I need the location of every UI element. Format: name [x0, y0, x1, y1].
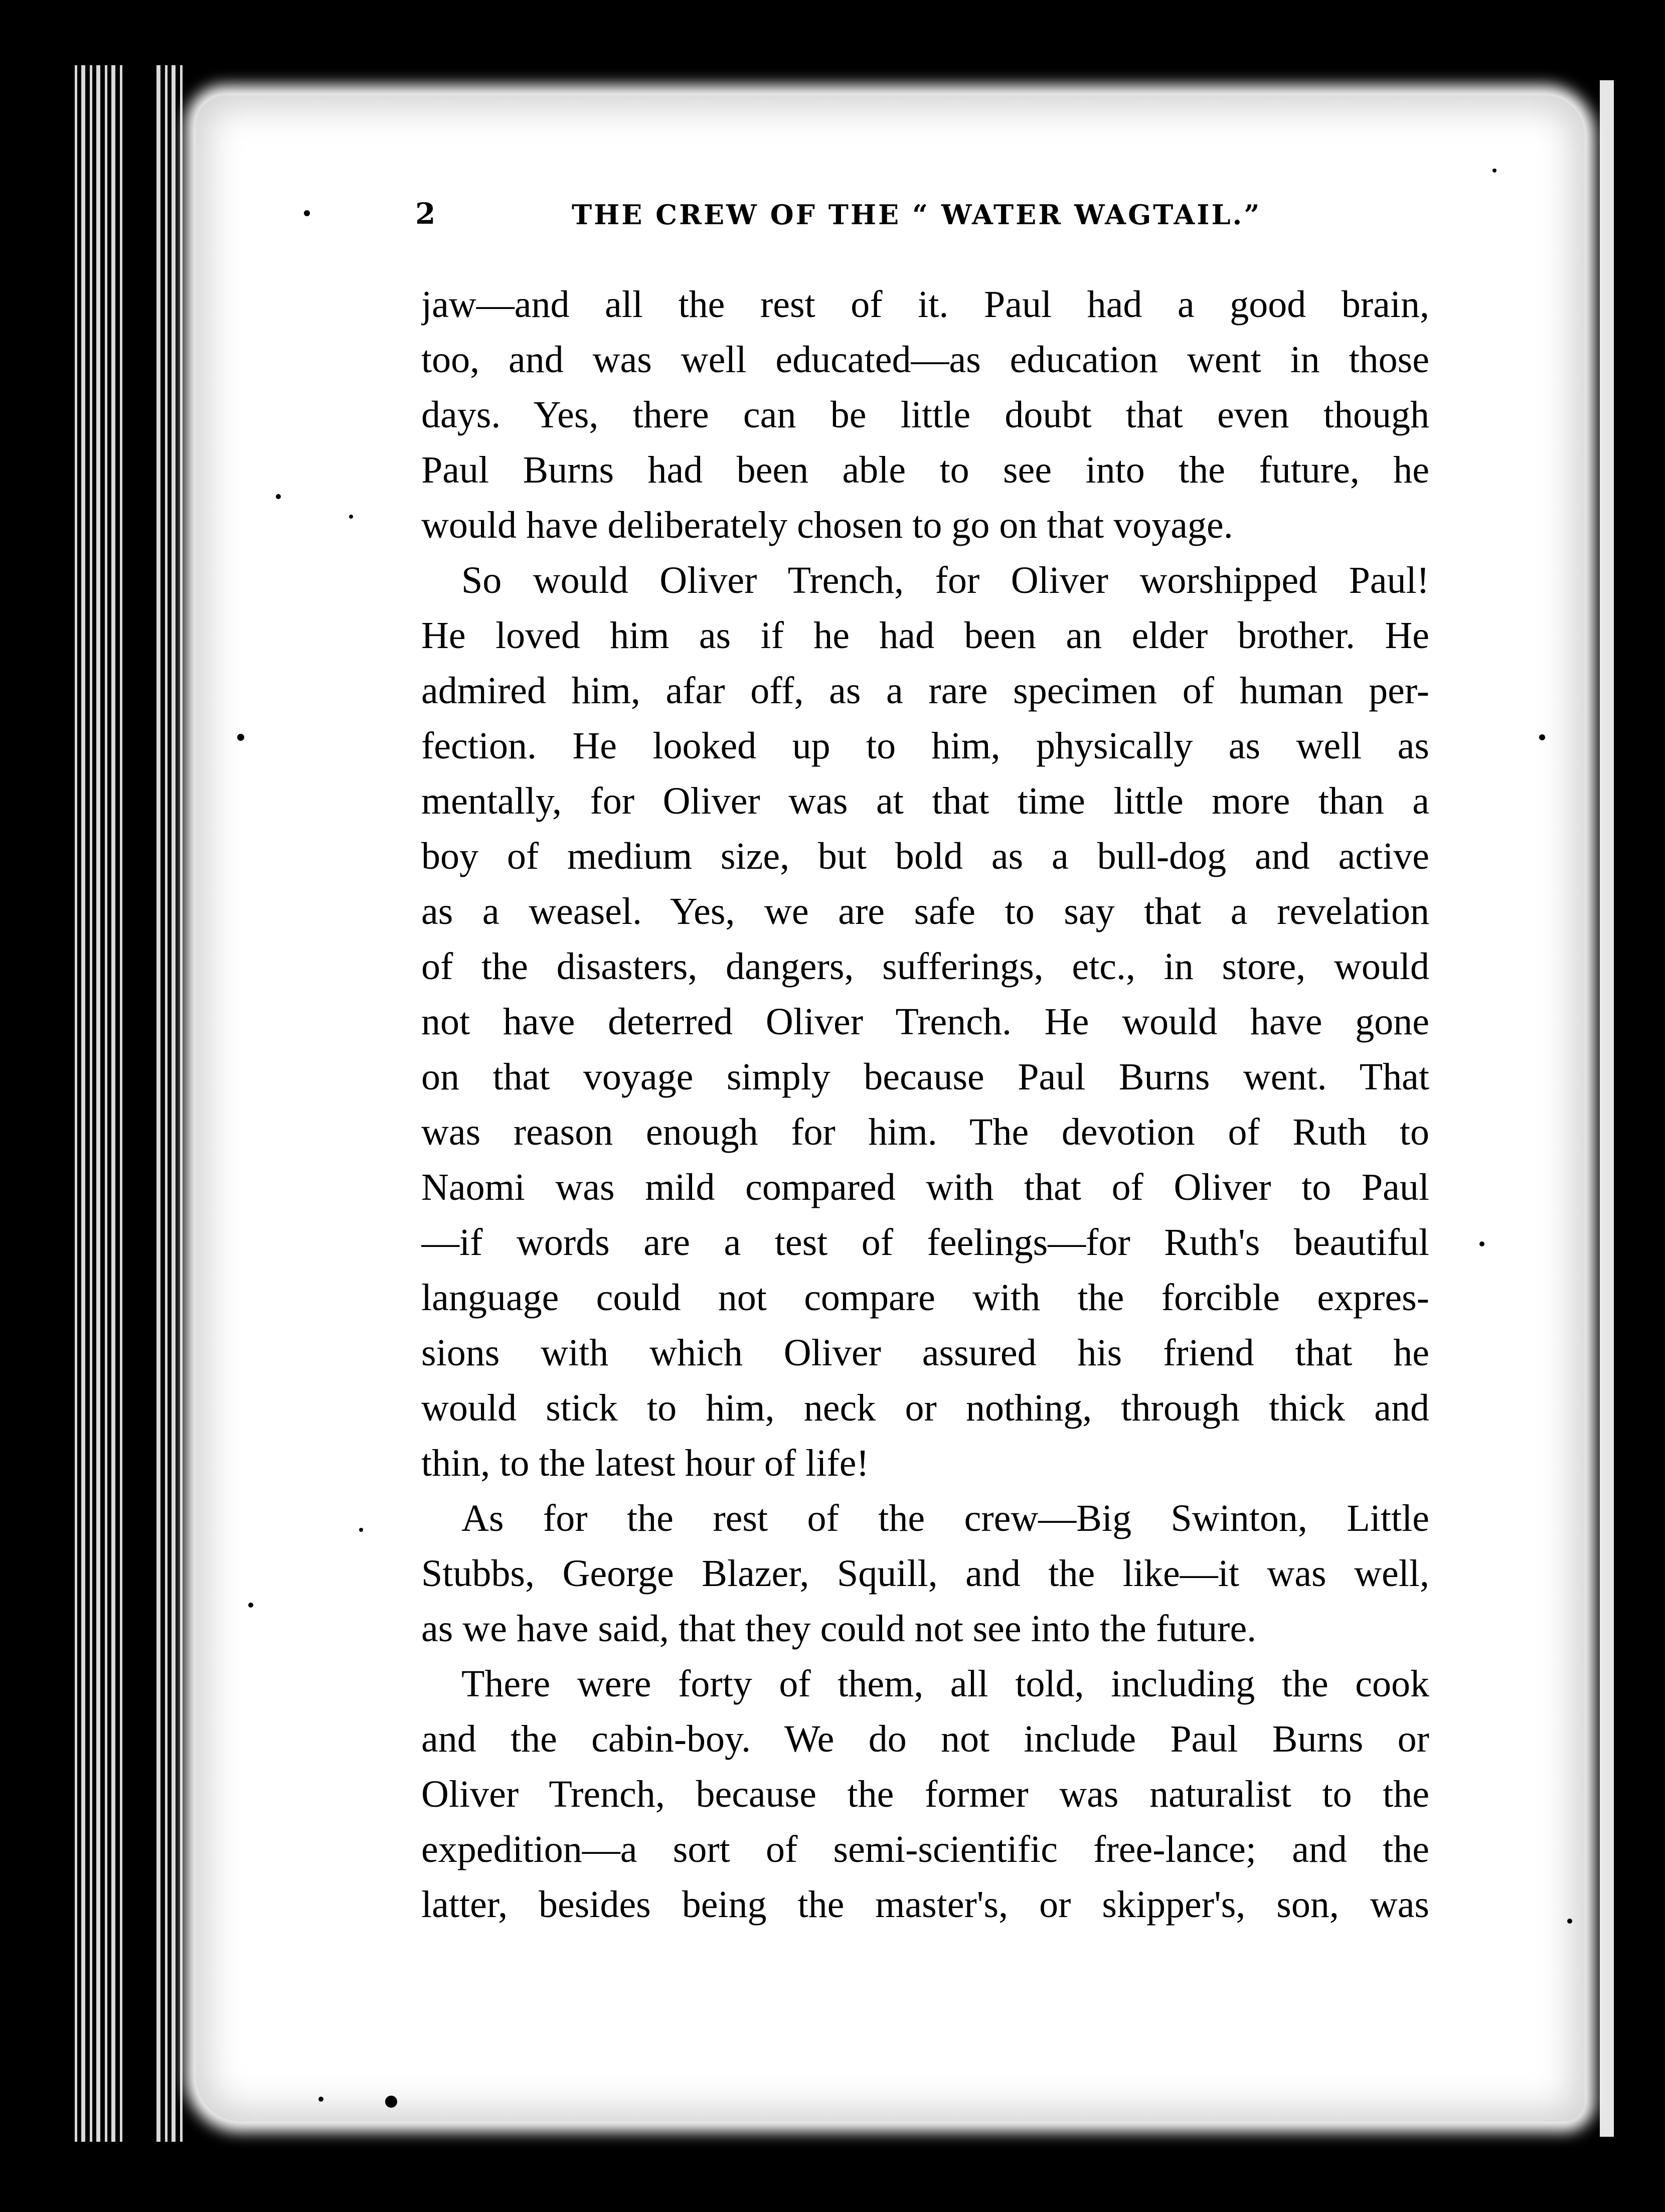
- text-line: and the cabin-boy. We do not include Paul Burns or: [421, 1718, 1429, 1760]
- text-line: So would Oliver Trench, for Oliver worshipped Paul!: [461, 559, 1429, 601]
- text-line: boy of medium size, but bold as a bull-dog and active: [421, 835, 1429, 877]
- text-line: language could not compare with the forcible expres-: [421, 1277, 1429, 1319]
- text-line: of the disasters, dangers, sufferings, etc., in store, would: [421, 945, 1429, 988]
- text-line: admired him, afar off, as a rare specimen of human per-: [421, 670, 1429, 712]
- text-line: Oliver Trench, because the former was naturalist to the: [421, 1773, 1429, 1815]
- running-title: THE CREW OF THE “ WATER WAGTAIL.”: [572, 199, 1262, 231]
- text-line: was reason enough for him. The devotion of Ruth to: [421, 1111, 1429, 1153]
- text-line: There were forty of them, all told, including the cook: [461, 1663, 1429, 1705]
- text-line: days. Yes, there can be little doubt that even though: [421, 394, 1429, 436]
- text-line: too, and was well educated—as education went in those: [421, 339, 1429, 381]
- text-line: fection. He looked up to him, physically as well as: [421, 725, 1429, 767]
- text-line: jaw—and all the rest of it. Paul had a good brain,: [421, 283, 1429, 326]
- text-line: He loved him as if he had been an elder brother. He: [421, 614, 1429, 657]
- text-line: Naomi was mild compared with that of Oliver to Paul: [421, 1166, 1429, 1208]
- text-line: on that voyage simply because Paul Burns went. That: [421, 1056, 1429, 1098]
- text-line: thin, to the latest hour of life!: [421, 1442, 869, 1484]
- text-line: —if words are a test of feelings—for Ruth's beautiful: [421, 1221, 1429, 1263]
- text-line: expedition—a sort of semi-scientific free-lance; and the: [421, 1828, 1429, 1870]
- text-line: Paul Burns had been able to see into the future, he: [421, 449, 1429, 491]
- text-line: as we have said, that they could not see into the future.: [421, 1608, 1257, 1650]
- page-number: 2: [415, 197, 437, 231]
- text-line: Stubbs, George Blazer, Squill, and the like—it was well,: [421, 1552, 1429, 1595]
- text-line: as a weasel. Yes, we are safe to say that a revelation: [421, 890, 1429, 932]
- text-line: latter, besides being the master's, or skipper's, son, was: [421, 1883, 1429, 1926]
- text-line: would stick to him, neck or nothing, through thick and: [421, 1387, 1429, 1429]
- text-line: not have deterred Oliver Trench. He would have gone: [421, 1001, 1429, 1043]
- text-line: would have deliberately chosen to go on that voyage.: [421, 504, 1233, 546]
- text-line: sions with which Oliver assured his friend that he: [421, 1332, 1429, 1374]
- text-line: mentally, for Oliver was at that time little more than a: [421, 780, 1429, 822]
- text-line: As for the rest of the crew—Big Swinton, Little: [461, 1497, 1429, 1539]
